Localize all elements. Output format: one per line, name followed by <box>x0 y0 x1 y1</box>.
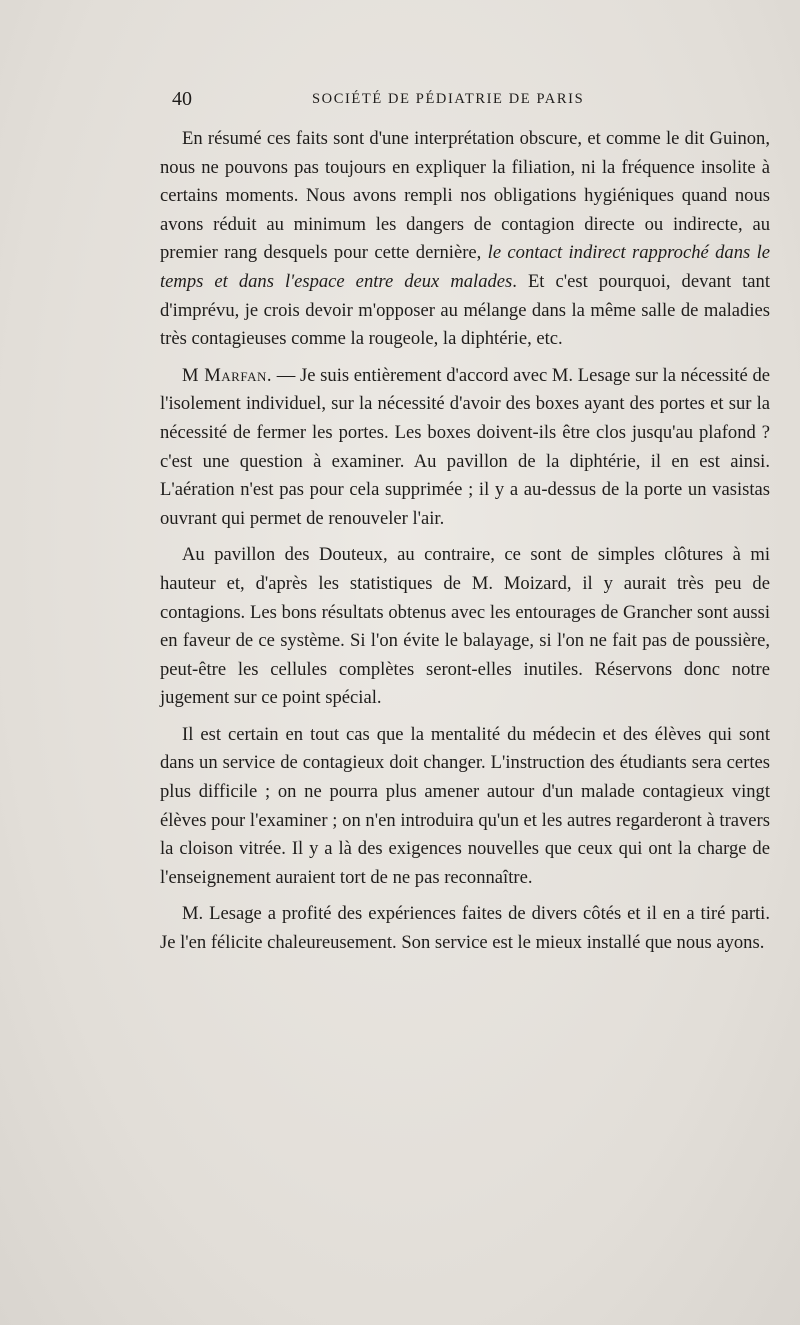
running-title: SOCIÉTÉ DE PÉDIATRIE DE PARIS <box>312 91 585 107</box>
paragraph-3: Au pavillon des Douteux, au contraire, ce sont de simples clôtures à mi hauteur et, d'après les statistiques de M. Moizard, il y aurait très peu de contagions. Les bons résultats obtenus avec les entourages de Grancher sont aussi en faveur de ce système. Si l'on évite le balayage, si l'on ne fait pas de poussière, peut-être les cellules complètes seront-elles inutiles. Réservons donc notre jugement sur ce point spécial. <box>160 544 770 709</box>
paragraph-5: M. Lesage a profité des expériences faites de divers côtés et il en a tiré parti. Je l'en félicite chaleureusement. Son service est le mieux installé que nous ayons. <box>160 903 770 954</box>
page-number: 40 <box>172 88 192 110</box>
page-header <box>172 88 792 112</box>
paragraph-2 <box>160 362 770 534</box>
speaker-name: M Marfan. <box>182 364 273 386</box>
body-text <box>160 125 770 958</box>
paragraph-1-text-b: . Et c'est pourquoi, devant tant d'imprévu, je crois devoir m'opposer au mélange dans la même salle de maladies très contagieuses comme la rougeole, la diphtérie, etc. <box>160 270 770 350</box>
paragraph-2-text: — Je suis entièrement d'accord avec M. Lesage sur la nécessité de l'isolement individuel, sur la nécessité d'avoir des boxes ayant des portes et sur la nécessité de fermer les portes. Les boxes doivent-ils être clos jusqu'au plafond ? c'est une question à examiner. Au pavillon de la diphtérie, il en est ainsi. L'aération n'est pas pour cela supprimée ; il y a au-dessus de la porte un vasistas ouvrant qui permet de renouveler l'air. <box>160 364 771 529</box>
paragraph-1 <box>160 125 770 354</box>
paragraph-1-italic: le contact indirect rapproché dans le temps et dans l'espace entre deux malades <box>160 242 770 292</box>
paragraph-4: Il est certain en tout cas que la mentalité du médecin et des élèves qui sont dans un service de contagieux doit changer. L'instruction des étudiants sera certes plus difficile ; on ne pourra plus amener autour d'un malade contagieux vingt élèves pour l'examiner ; on n'en introduira qu'un et les autres regarderont à travers la cloison vitrée. Il y a là des exigences nouvelles que ceux qui ont la charge de l'enseignement auraient tort de ne pas reconnaître. <box>160 723 770 888</box>
paragraph-1-text-a: En résumé ces faits sont d'une interprétation obscure, et comme le dit Guinon, nous ne pouvons pas toujours en expliquer la filiation, ni la fréquence insolite à certains moments. Nous avons rempli nos obligations hygiéniques quand nous avons réduit au minimum les dangers de contagion directe ou indirecte, au premier rang desquels pour cette dernière, <box>160 128 770 264</box>
